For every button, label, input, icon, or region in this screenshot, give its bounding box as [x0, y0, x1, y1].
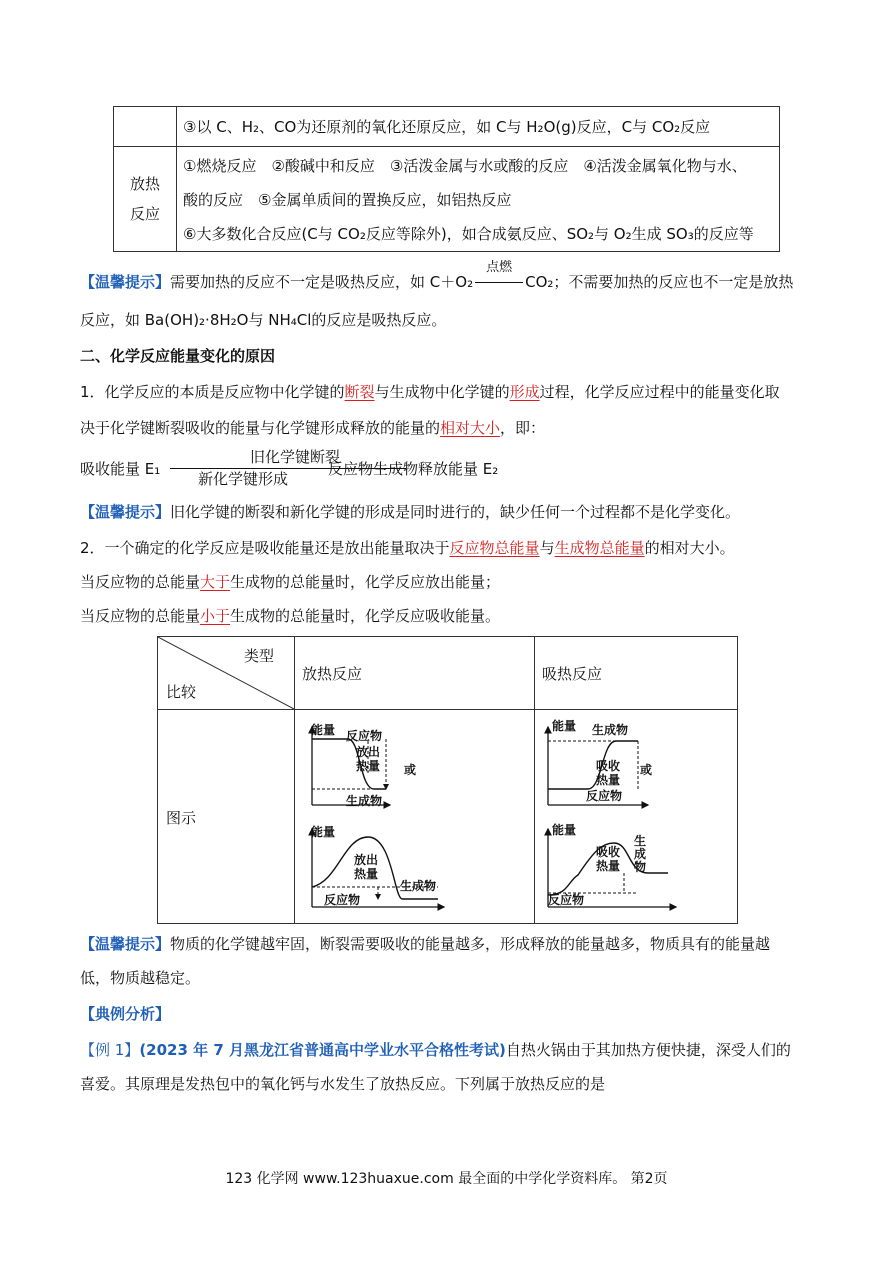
- exo-line-2: 酸的反应 ⑤金属单质间的置换反应，如铝热反应: [183, 191, 512, 209]
- endo-row-item3: ③以 C、H₂、CO为还原剂的氧化还原反应，如 C与 H₂O(g)反应，C与 CO₂反应: [177, 107, 780, 147]
- endo1-reactant: 反应物: [586, 789, 623, 803]
- row-diagram-label: 图示: [166, 809, 197, 827]
- p1-line2: [80, 418, 545, 438]
- header-compare: 比较: [166, 683, 197, 701]
- exo-label-1: 放热: [129, 175, 160, 193]
- p1-line1: [80, 382, 780, 402]
- endo2-product: 生成物: [634, 834, 647, 874]
- p2-line1: [80, 538, 735, 558]
- tip2-line: [80, 502, 740, 522]
- tip1-line1: [80, 260, 794, 292]
- example-line1: [80, 1040, 791, 1060]
- p1-e: ，即：: [500, 419, 546, 437]
- tip1-label: 【温馨提示】: [80, 273, 171, 291]
- p2-greater: 大于: [200, 573, 231, 591]
- p1-form: 形成: [509, 383, 540, 401]
- p2-a: 2．一个确定的化学反应是吸收能量还是放出能量取决于: [80, 539, 450, 557]
- p2-line3: [80, 606, 500, 626]
- p2-b: 与: [539, 539, 555, 557]
- exo1-heat: 热量: [356, 759, 381, 773]
- p2-product-energy: 生成物总能量: [554, 539, 645, 557]
- page-footer: 123 化学网 www.123huaxue.com 最全面的中学化学资料库。 第2页: [225, 1171, 668, 1187]
- example-text-b: 喜爱。其原理是发热包中的氧化钙与水发生了放热反应。下列属于放热反应的是: [80, 1075, 606, 1093]
- example-text-a: 自热火锅由于其加热方便快捷，深受人们的: [505, 1041, 791, 1059]
- endo1-heat: 热量: [596, 773, 621, 787]
- tip1-text-c: 反应，如 Ba(OH)₂·8H₂O与 NH₄Cl的反应是吸热反应。: [80, 311, 447, 329]
- tip2-label: 【温馨提示】: [80, 503, 171, 521]
- tip3-text-b: 低，物质越稳定。: [80, 969, 201, 987]
- exo2-heat: 热量: [354, 867, 379, 881]
- condition-arrow: [475, 260, 523, 292]
- p2-less: 小于: [200, 607, 231, 625]
- exo-label-2: 反应: [129, 205, 160, 223]
- header-type: 类型: [244, 647, 275, 665]
- p1-c: 过程，化学反应过程中的能量变化取: [539, 383, 780, 401]
- endo1-energy: 能量: [552, 719, 577, 733]
- empty-cell: [114, 107, 177, 147]
- reaction-type-table: [113, 106, 780, 252]
- p1-break: 断裂: [344, 383, 375, 401]
- section2-title: 二、化学反应能量变化的原因: [80, 347, 276, 365]
- exo2-energy: 能量: [311, 825, 336, 839]
- exo1-product: 生成物: [346, 794, 383, 808]
- exo-items-cell: [177, 147, 780, 252]
- exo1-reactant: 反应物: [346, 729, 383, 743]
- header-exo: 放热反应: [302, 665, 363, 683]
- exo2-product: 生成物: [400, 879, 437, 893]
- p1-d: 决于化学键断裂吸收的能量与化学键形成释放的能量的: [80, 419, 441, 437]
- exo1-release: 放出: [356, 745, 381, 759]
- example-source: (2023 年 7 月黑龙江省普通高中学业水平合格性考试): [139, 1041, 506, 1059]
- p1-b: 与生成物中化学键的: [374, 383, 510, 401]
- tip1-text-a: 需要加热的反应不一定是吸热反应，如 C＋O₂: [170, 273, 474, 291]
- formula-top: 旧化学键断裂: [250, 448, 341, 466]
- tip1-text-b: CO₂；不需要加热的反应也不一定是放热: [525, 273, 794, 291]
- exo2-reactant: 反应物: [324, 893, 361, 907]
- formula-left: 吸收能量 E₁: [80, 460, 161, 478]
- formula-bottom: 新化学键形成: [198, 470, 289, 488]
- endo1-product: 生成物: [592, 723, 629, 737]
- p2-l3a: 当反应物的总能量: [80, 607, 201, 625]
- p2-l2a: 当反应物的总能量: [80, 573, 201, 591]
- exo1-energy: 能量: [311, 723, 336, 737]
- example-heading: 【典例分析】: [80, 1005, 171, 1023]
- example-label: 【例 1】: [80, 1041, 140, 1059]
- endo1-absorb: 吸收: [596, 759, 621, 773]
- condition-label: 点燃: [486, 260, 513, 275]
- p2-l2b: 生成物的总能量时，化学反应放出能量；: [230, 573, 501, 591]
- p2-reactant-energy: 反应物总能量: [449, 539, 540, 557]
- comparison-table: [157, 636, 738, 924]
- endo1-or: 或: [640, 763, 653, 777]
- tip3-text-a: 物质的化学键越牢固，断裂需要吸收的能量越多，形成释放的能量越多，物质具有的能量越: [170, 935, 771, 953]
- p1-a: 1．化学反应的本质是反应物中化学键的: [80, 383, 345, 401]
- endo2-heat: 热量: [596, 859, 621, 873]
- endo2-reactant: 反应物: [548, 893, 585, 907]
- endo2-energy: 能量: [552, 823, 577, 837]
- header-endo: 吸热反应: [542, 665, 603, 683]
- exo2-release: 放出: [354, 853, 379, 867]
- exo-line-1: ①燃烧反应 ②酸碱中和反应 ③活泼金属与水或酸的反应 ④活泼金属氧化物与水、: [183, 157, 747, 175]
- exo1-or: 或: [404, 763, 417, 777]
- p2-c: 的相对大小。: [644, 539, 735, 557]
- formula-right: 反应物生成物释放能量 E₂: [328, 460, 499, 478]
- tip3-line1: [80, 934, 770, 954]
- p2-line2: [80, 572, 500, 592]
- exo-label-cell: [114, 147, 177, 252]
- tip2-text: 旧化学键的断裂和新化学键的形成是同时进行的，缺少任何一个过程都不是化学变化。: [170, 503, 741, 521]
- p2-l3b: 生成物的总能量时，化学反应吸收能量。: [230, 607, 501, 625]
- endo2-absorb: 吸收: [596, 845, 621, 859]
- p1-relative: 相对大小: [440, 419, 501, 437]
- tip3-label: 【温馨提示】: [80, 935, 171, 953]
- exo-line-3: ⑥大多数化合反应(C与 CO₂反应等除外)，如合成氨反应、SO₂与 O₂生成 SO₃的反应等: [183, 225, 754, 243]
